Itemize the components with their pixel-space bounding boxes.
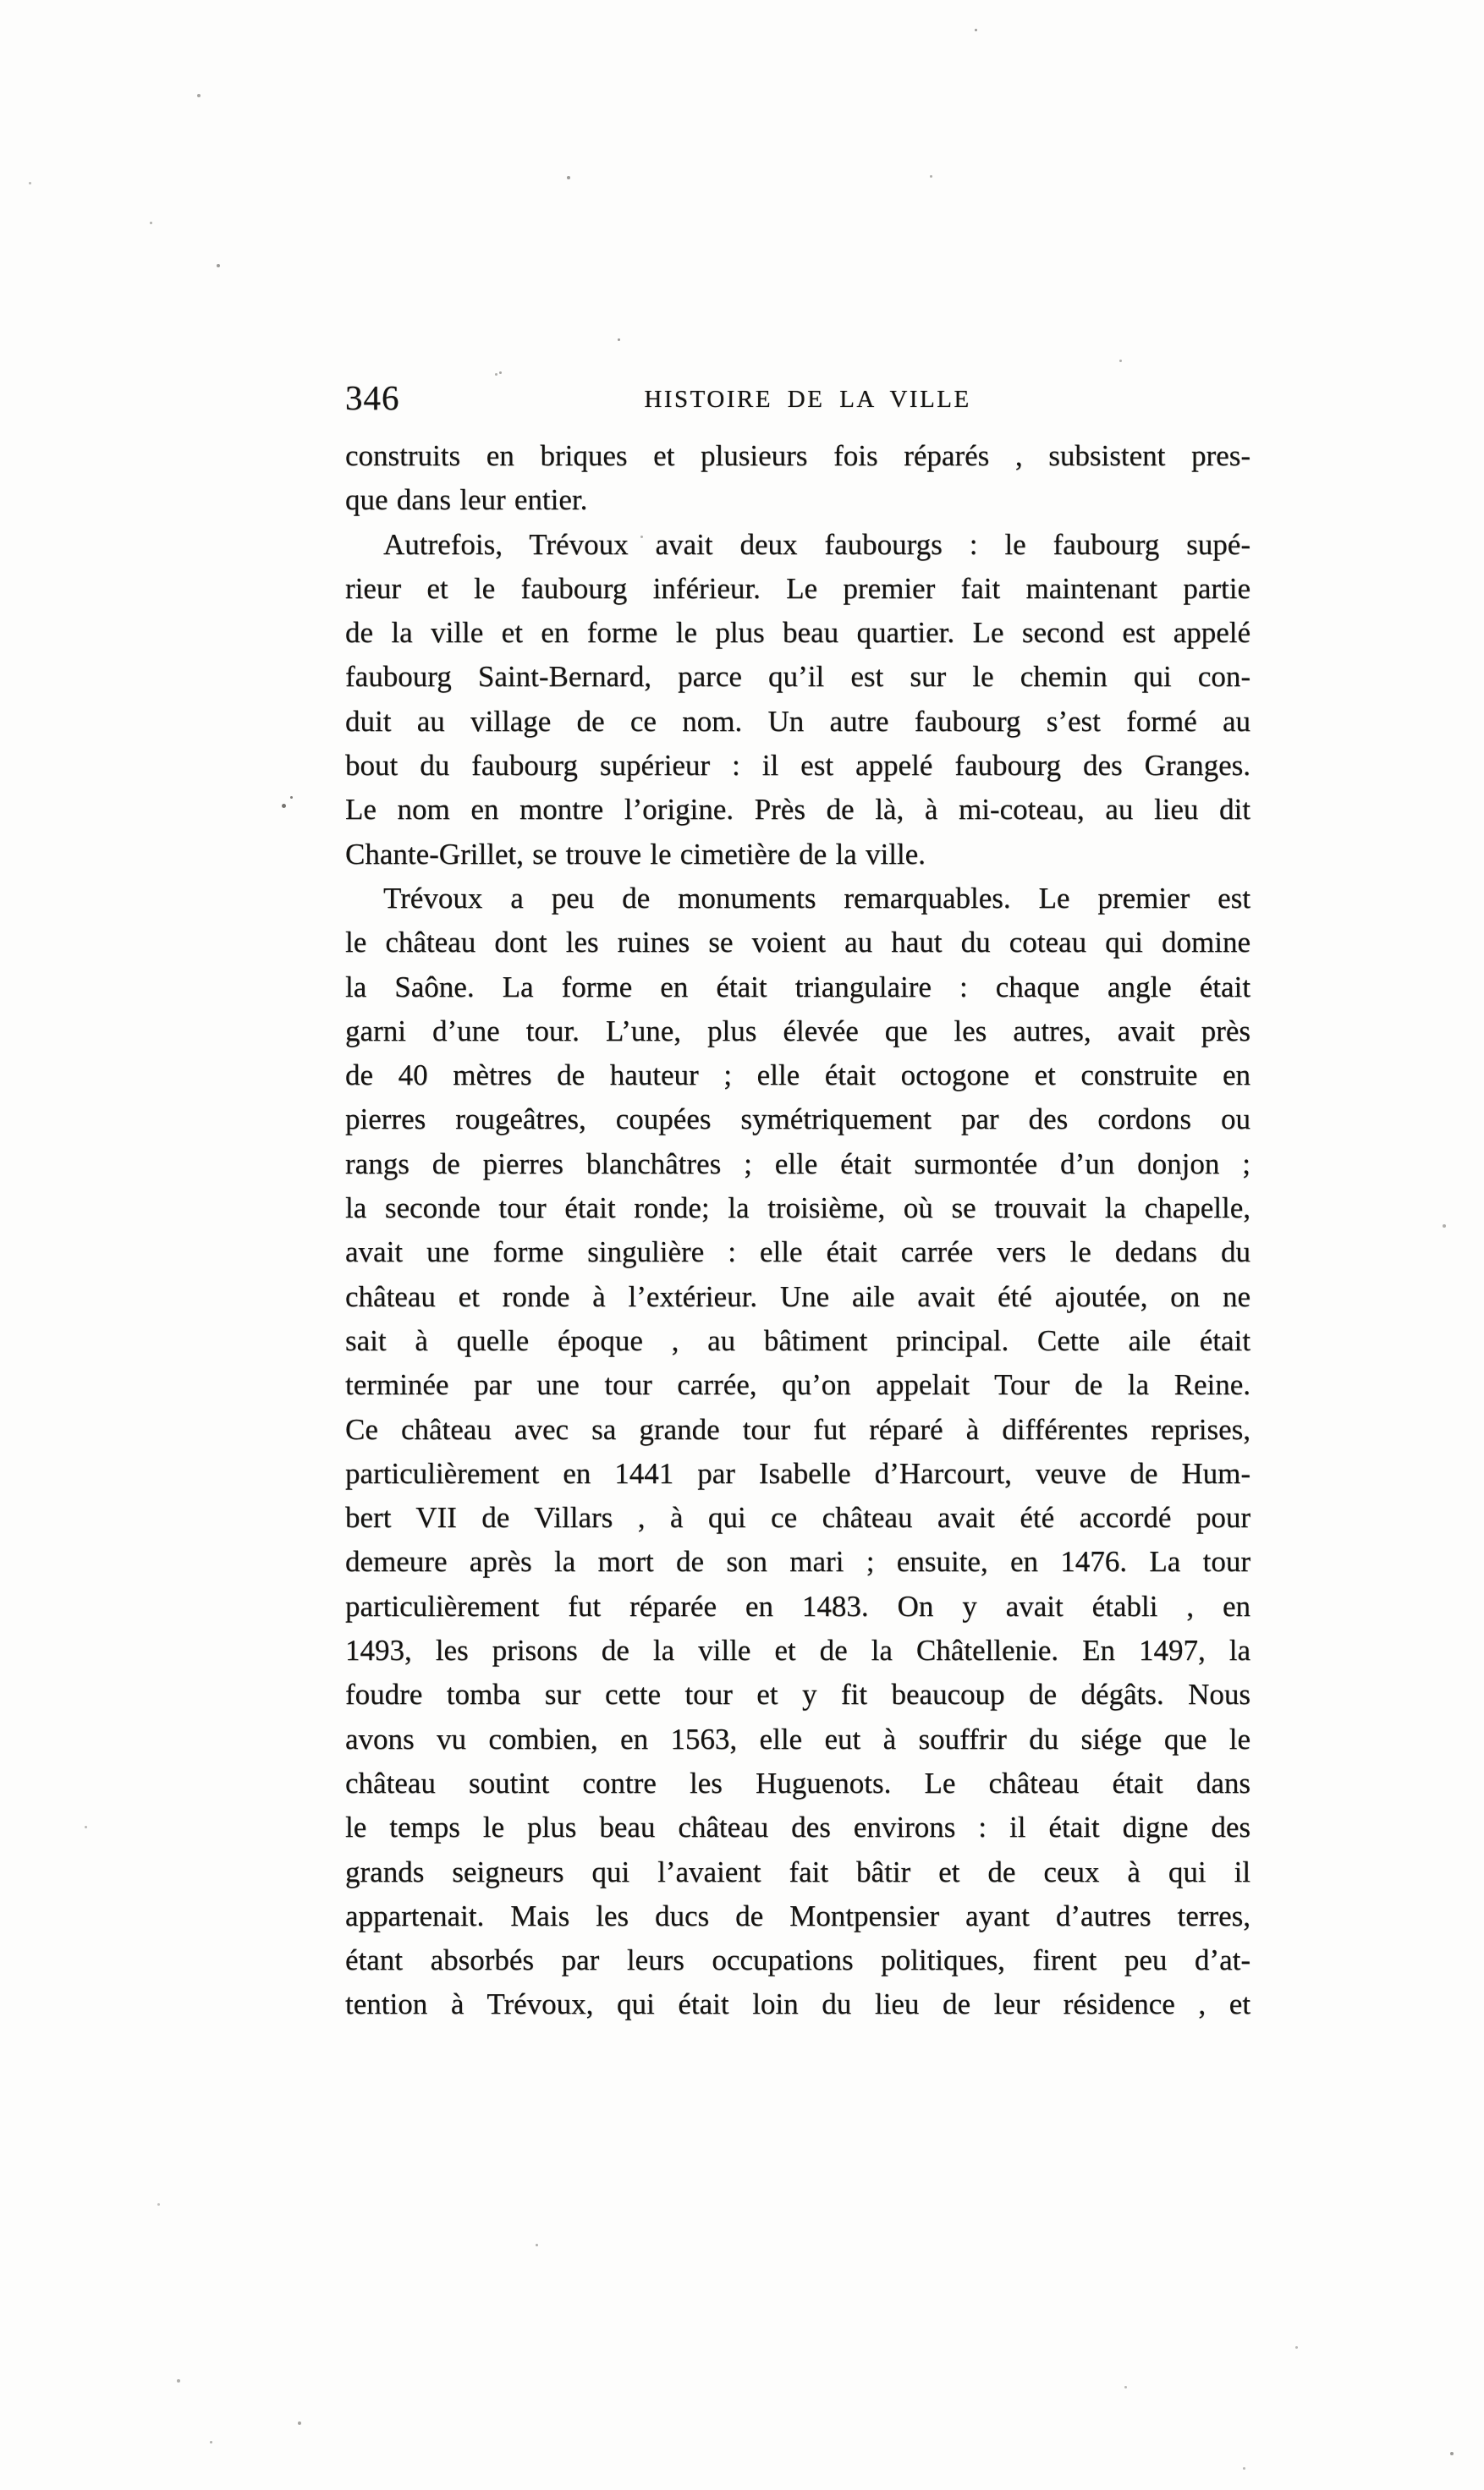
scan-speck — [210, 2441, 212, 2443]
scan-speck — [150, 222, 152, 224]
scan-speck — [1443, 1224, 1446, 1228]
text-line: rangs de pierres blanchâtres ; elle était surmontée d’un donjon ; — [345, 1146, 1250, 1180]
text-line: le château dont les ruines se voient au haut du coteau qui domine — [345, 926, 1250, 959]
text-line: avons vu combien, en 1563, elle eut à souffrir du siége que le — [345, 1722, 1250, 1756]
scan-speck — [177, 2379, 180, 2383]
text-line: garni d’une tour. L’une, plus élevée que les autres, avait près — [345, 1014, 1250, 1047]
text-line: rieur et le faubourg inférieur. Le premier fait maintenant partie — [345, 571, 1250, 605]
scan-speck — [1119, 360, 1122, 362]
text-line: construits en briques et plusieurs fois réparés , subsistent pres- — [345, 439, 1250, 472]
scan-speck — [495, 373, 497, 376]
scan-speck — [640, 536, 643, 538]
running-title: HISTOIRE DE LA VILLE — [644, 386, 971, 413]
scan-speck — [567, 176, 570, 179]
scan-speck — [217, 264, 220, 267]
scan-speck — [1295, 2346, 1298, 2349]
scan-speck — [536, 2244, 538, 2246]
text-line: tention à Trévoux, qui était loin du lieu de leur résidence , et — [345, 1987, 1250, 2021]
text-block — [345, 434, 1250, 2027]
scan-speck — [157, 2203, 160, 2206]
text-line: demeure après la mort de son mari ; ensuite, en 1476. La tour — [345, 1545, 1250, 1579]
text-line: particulièrement en 1441 par Isabelle d’Harcourt, veuve de Hum- — [345, 1456, 1250, 1490]
scan-speck — [1243, 2467, 1245, 2470]
scan-speck — [1450, 2452, 1454, 2455]
scan-speck — [298, 2421, 301, 2425]
text-line: grands seigneurs qui l’avaient fait bâtir et de ceux à qui il — [345, 1855, 1250, 1888]
scan-speck — [975, 29, 977, 31]
text-line: pierres rougeâtres, coupées symétriquement par des cordons ou — [345, 1102, 1250, 1136]
text-line: sait à quelle époque , au bâtiment principal. Cette aile était — [345, 1323, 1250, 1357]
text-line: faubourg Saint-Bernard, parce qu’il est sur le chemin qui con- — [345, 660, 1250, 694]
scan-speck — [838, 1077, 840, 1080]
scan-speck — [29, 182, 31, 184]
scan-speck — [1124, 2386, 1127, 2388]
scan-speck — [618, 338, 620, 341]
page-number: 346 — [345, 378, 400, 417]
text-line: Le nom en montre l’origine. Près de là, à mi-coteau, au lieu dit — [345, 793, 1250, 827]
text-line: 1493, les prisons de la ville et de la Châtellenie. En 1497, la — [345, 1634, 1250, 1668]
text-line: de 40 mètres de hauteur ; elle était octogone et construite en — [345, 1058, 1250, 1092]
scan-speck — [85, 1826, 87, 1828]
text-line: château et ronde à l’extérieur. Une aile avait été ajoutée, on ne — [345, 1279, 1250, 1313]
text-line: particulièrement fut réparée en 1483. On y avait établi , en — [345, 1589, 1250, 1623]
text-line: Ce château avec sa grande tour fut réparé à différentes reprises, — [345, 1412, 1250, 1446]
text-line: bert VII de Villars , à qui ce château avait été accordé pour — [345, 1501, 1250, 1535]
scan-speck — [499, 371, 502, 374]
scan-speck — [930, 175, 932, 178]
text-line: foudre tomba sur cette tour et y fit beaucoup de dégâts. Nous — [345, 1678, 1250, 1712]
text-line: duit au village de ce nom. Un autre faubourg s’est formé au — [345, 704, 1250, 738]
text-line: appartenait. Mais les ducs de Montpensier ayant d’autres terres, — [345, 1899, 1250, 1932]
text-line: la seconde tour était ronde; la troisième, où se trouvait la chapelle, — [345, 1191, 1250, 1225]
text-line: de la ville et en forme le plus beau quartier. Le second est appelé — [345, 616, 1250, 650]
scan-speck — [290, 796, 293, 799]
scan-speck — [282, 804, 286, 808]
text-line: bout du faubourg supérieur : il est appelé faubourg des Granges. — [345, 749, 1250, 783]
running-head — [345, 377, 1250, 418]
text-line: étant absorbés par leurs occupations politiques, firent peu d’at- — [345, 1943, 1250, 1977]
scan-speck — [197, 94, 201, 97]
text-line: Autrefois, Trévoux avait deux faubourgs : le faubourg supé- — [383, 527, 1250, 561]
text-line: que dans leur entier. — [345, 483, 588, 517]
text-line: Trévoux a peu de monuments remarquables. Le premier est — [383, 881, 1250, 915]
text-line: Chante-Grillet, se trouve le cimetière de la ville. — [345, 837, 926, 871]
text-line: terminée par une tour carrée, qu’on appelait Tour de la Reine. — [345, 1368, 1250, 1402]
text-line: château soutint contre les Huguenots. Le château était dans — [345, 1766, 1250, 1800]
text-line: avait une forme singulière : elle était carrée vers le dedans du — [345, 1235, 1250, 1269]
text-line: la Saône. La forme en était triangulaire : chaque angle était — [345, 970, 1250, 1003]
text-line: le temps le plus beau château des environs : il était digne des — [345, 1811, 1250, 1844]
